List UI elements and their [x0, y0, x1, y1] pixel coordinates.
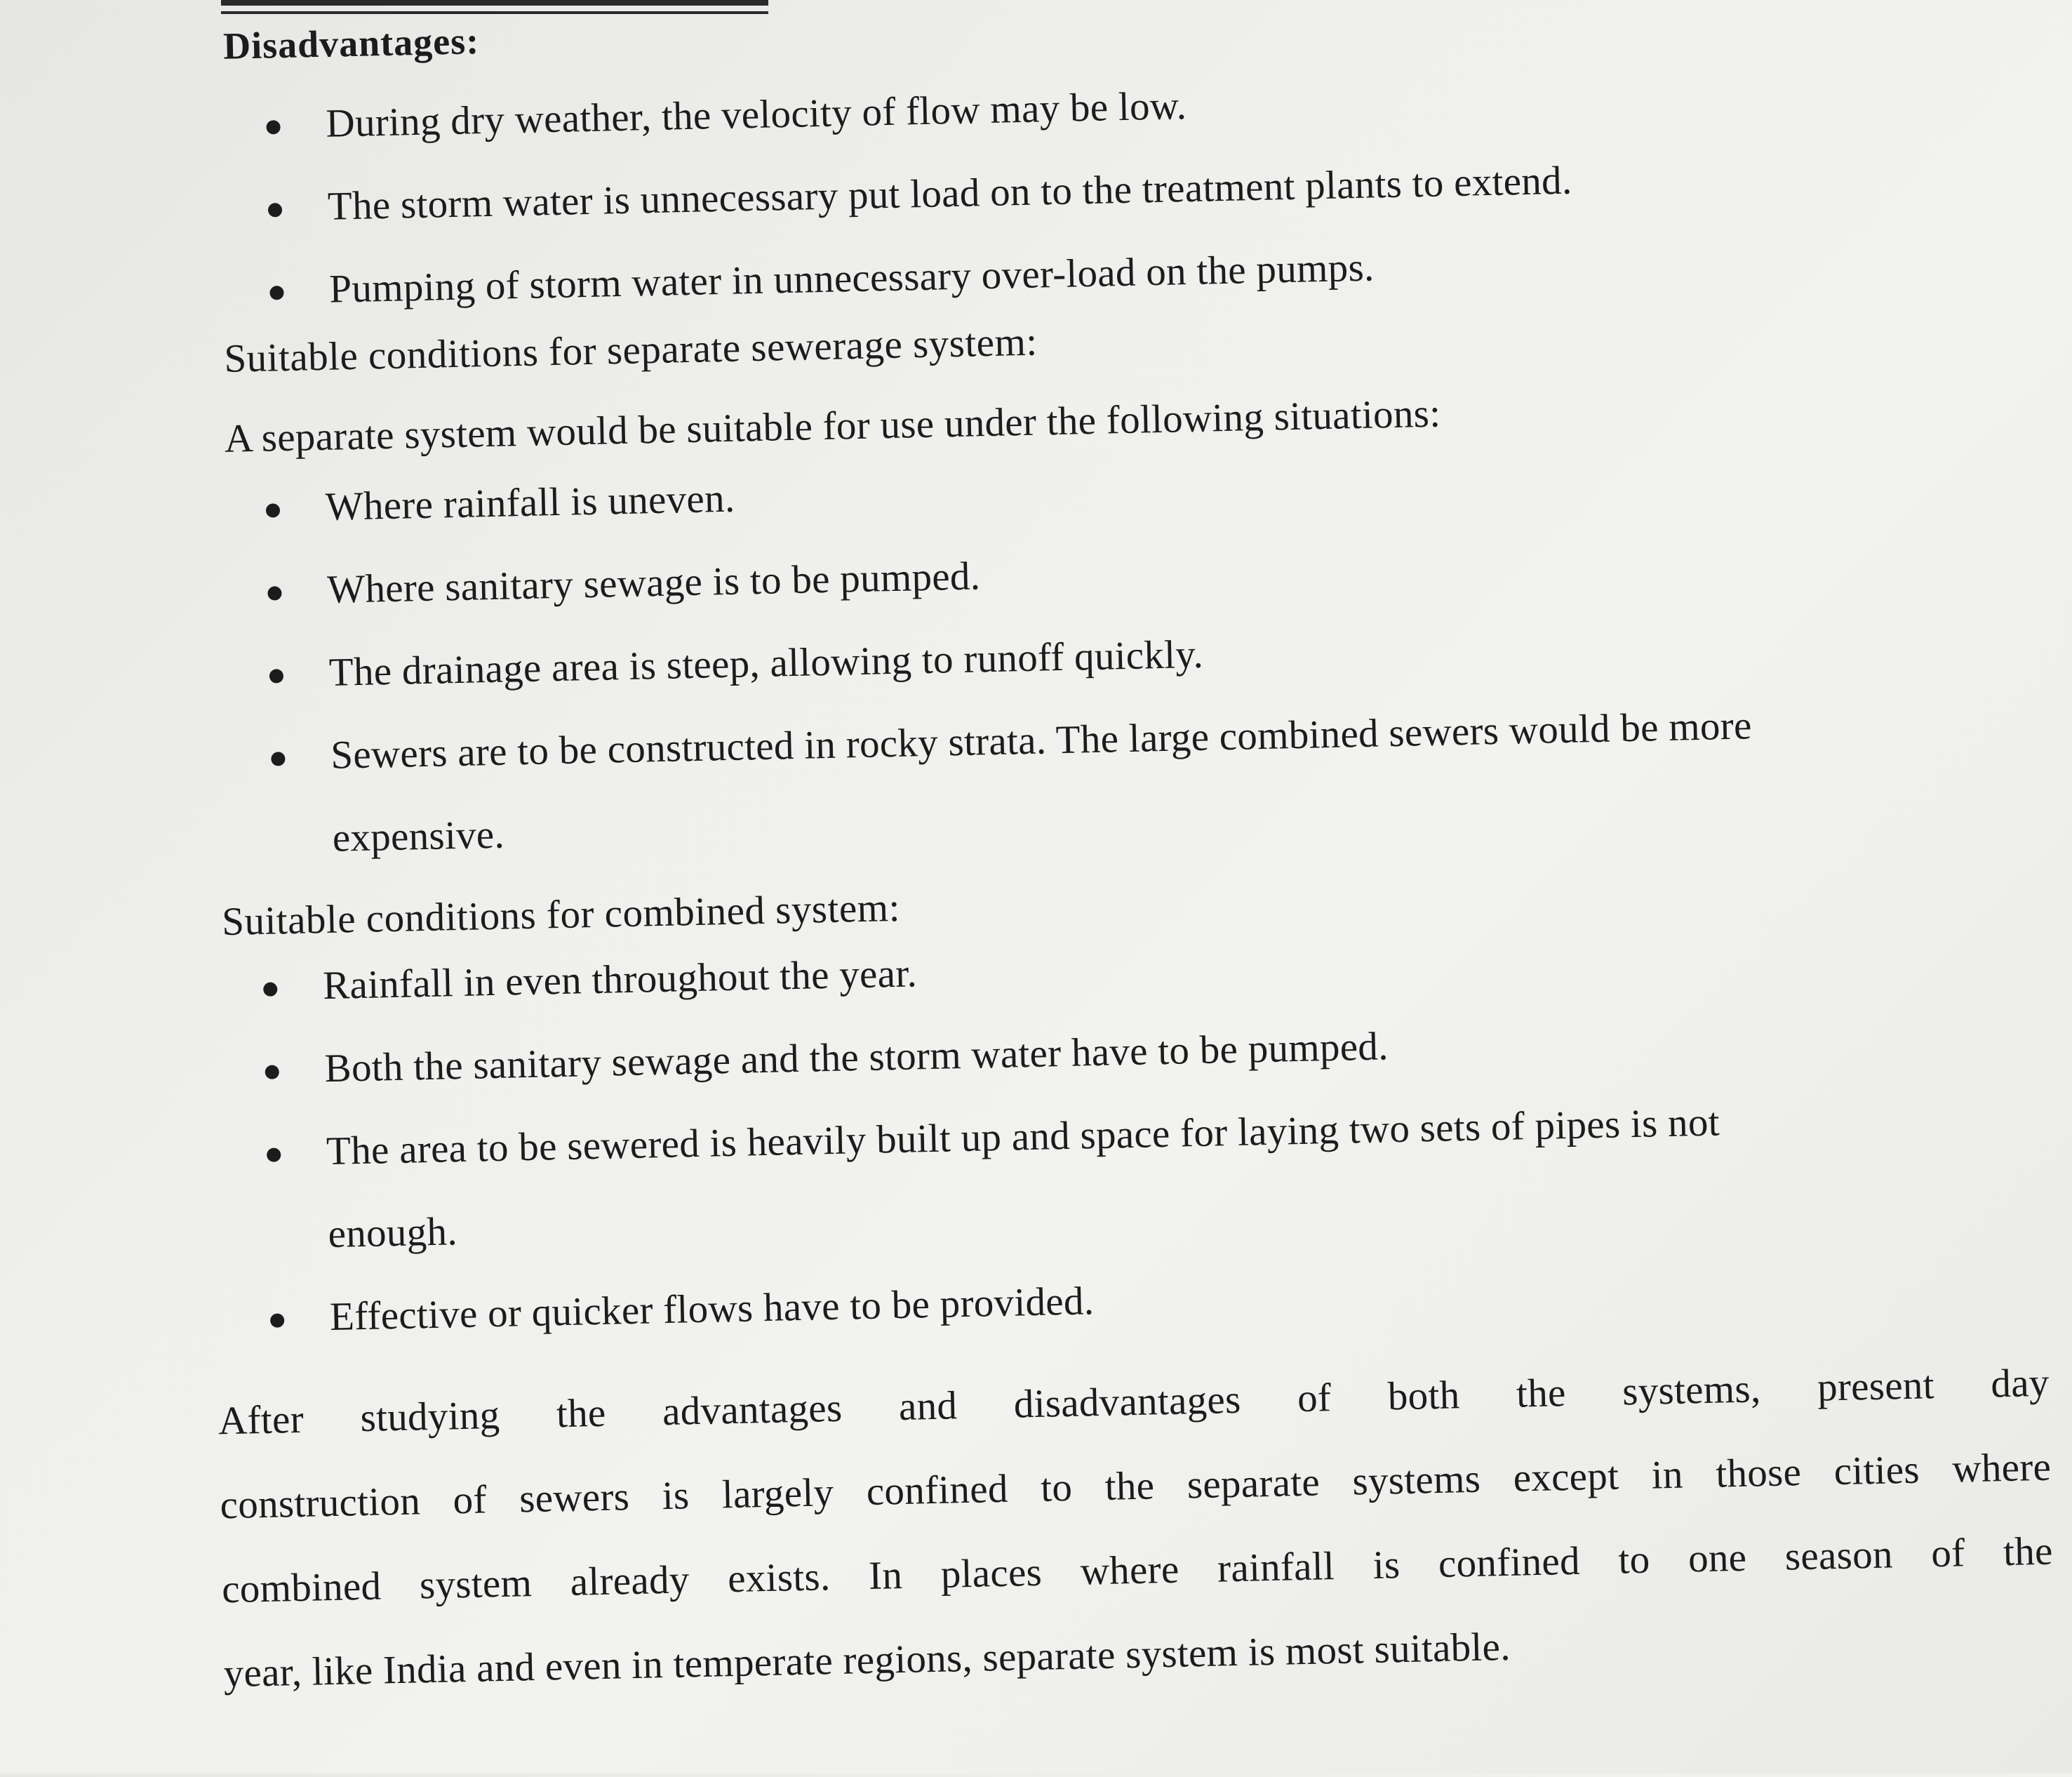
bullet-icon	[263, 982, 277, 996]
list-item: Where rainfall is uneven.	[325, 431, 1996, 549]
list-item: Rainfall in even throughout the year.	[322, 909, 2021, 1027]
list-item: During dry weather, the velocity of flow may be low.	[325, 49, 1940, 166]
conclusion-line: year, like India and even in temperate regions, separate system is most suitable.	[223, 1624, 1511, 1696]
separate-system-list	[325, 431, 2003, 880]
combined-system-list	[322, 909, 2028, 1359]
list-item: The storm water is unnecessary put load on to the treatment plants to extend.	[327, 132, 1942, 248]
bullet-icon	[267, 586, 281, 600]
bullet-icon	[265, 1065, 279, 1079]
list-item: Where sanitary sewage is to be pumped.	[326, 514, 1998, 632]
conclusion-line: construction of sewers is largely confined to the separate systems except in those cities where	[220, 1444, 2052, 1528]
conclusion-line: After studying the advantages and disadvantages of both the systems, present day	[218, 1360, 2050, 1444]
combined-system-heading: Suitable conditions for combined system:	[221, 885, 901, 945]
bullet-icon	[271, 752, 285, 766]
bullet-icon	[266, 503, 280, 517]
list-item: The area to be sewered is heavily built up and space for laying two sets of pipes is not	[326, 1074, 2025, 1193]
disadvantages-list	[325, 49, 1944, 331]
list-item: Pumping of storm water in unnecessary over-load on the pumps.	[328, 215, 1944, 331]
list-item-continuation: expensive.	[332, 812, 505, 860]
list-item: The drainage area is steep, allowing to runoff quickly.	[328, 597, 2000, 714]
separate-system-intro: A separate system would be suitable for use under the following situations:	[224, 391, 1441, 461]
conclusion-line: combined system already exists. In places where rainfall is confined to one season of the	[221, 1529, 2054, 1612]
list-item: Both the sanitary sewage and the storm water have to be pumped.	[323, 992, 2023, 1110]
bullet-icon	[269, 286, 283, 300]
bullet-icon	[267, 1147, 281, 1162]
list-item: Effective or quicker flows have to be provided.	[329, 1240, 2028, 1359]
list-item: Sewers are to be constructed in rocky strata. The large combined sewers would be more	[330, 679, 2001, 797]
list-item-continuation: enough.	[327, 1209, 458, 1257]
disadvantages-heading: Disadvantages:	[222, 20, 480, 67]
bullet-icon	[269, 669, 283, 683]
bullet-icon	[268, 203, 282, 217]
conclusion-paragraph	[218, 1341, 2055, 1717]
bullet-icon	[270, 1313, 284, 1327]
separate-system-heading: Suitable conditions for separate sewerage system:	[223, 319, 1038, 381]
bullet-icon	[266, 120, 280, 134]
